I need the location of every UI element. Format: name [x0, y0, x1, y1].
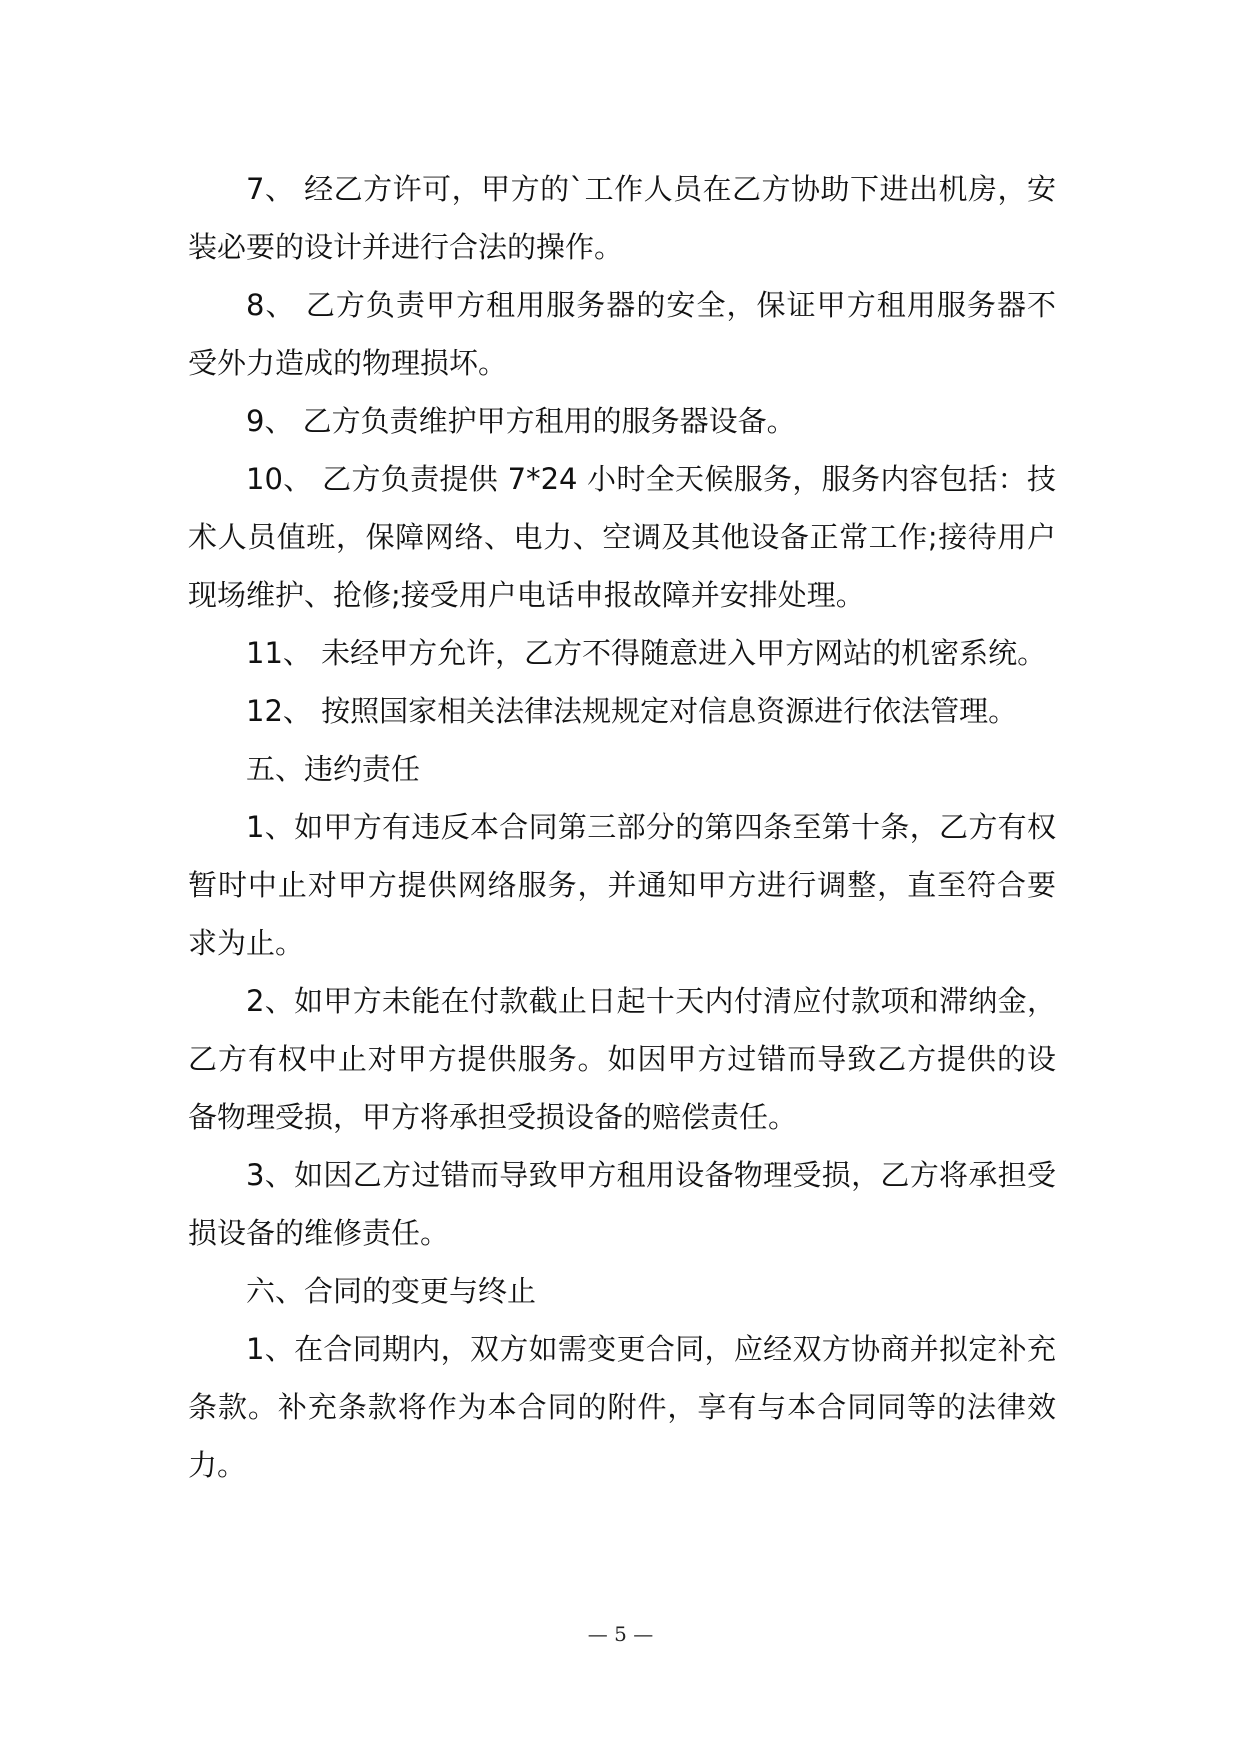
page-number: — 5 — [587, 1622, 654, 1646]
clause-10: 10、 乙方负责提供 7*24 小时全天候服务，服务内容包括：技术人员值班，保障网络、电力、空调及其他设备正常工作;接待用户现场维护、抢修;接受用户电话申报故障并安排处理。 [188, 462, 1056, 612]
clause-9: 9、 乙方负责维护甲方租用的服务器设备。 [246, 404, 796, 438]
document-body [188, 160, 1056, 1494]
clause-11: 11、 未经甲方允许，乙方不得随意进入甲方网站的机密系统。 [246, 636, 1047, 670]
breach-clause-1: 1、如甲方有违反本合同第三部分的第四条至第十条，乙方有权暂时中止对甲方提供网络服务，并通知甲方进行调整，直至符合要求为止。 [188, 810, 1056, 960]
clause-8: 8、 乙方负责甲方租用服务器的安全，保证甲方租用服务器不受外力造成的物理损坏。 [188, 288, 1056, 380]
clause-12: 12、 按照国家相关法律法规规定对信息资源进行依法管理。 [246, 694, 1018, 728]
clause-7: 7、 经乙方许可，甲方的`工作人员在乙方协助下进出机房，安装必要的设计并进行合法的操作。 [188, 172, 1056, 264]
breach-clause-2: 2、如甲方未能在付款截止日起十天内付清应付款项和滞纳金，乙方有权中止对甲方提供服务。如因甲方过错而导致乙方提供的设备物理受损，甲方将承担受损设备的赔偿责任。 [188, 984, 1056, 1134]
section-heading-breach: 五、违约责任 [246, 752, 421, 786]
breach-clause-3: 3、如因乙方过错而导致甲方租用设备物理受损，乙方将承担受损设备的维修责任。 [188, 1158, 1056, 1250]
change-clause-1: 1、在合同期内，双方如需变更合同，应经双方协商并拟定补充条款。补充条款将作为本合同的附件，享有与本合同同等的法律效力。 [188, 1332, 1056, 1482]
section-heading-change-termination: 六、合同的变更与终止 [246, 1274, 537, 1308]
